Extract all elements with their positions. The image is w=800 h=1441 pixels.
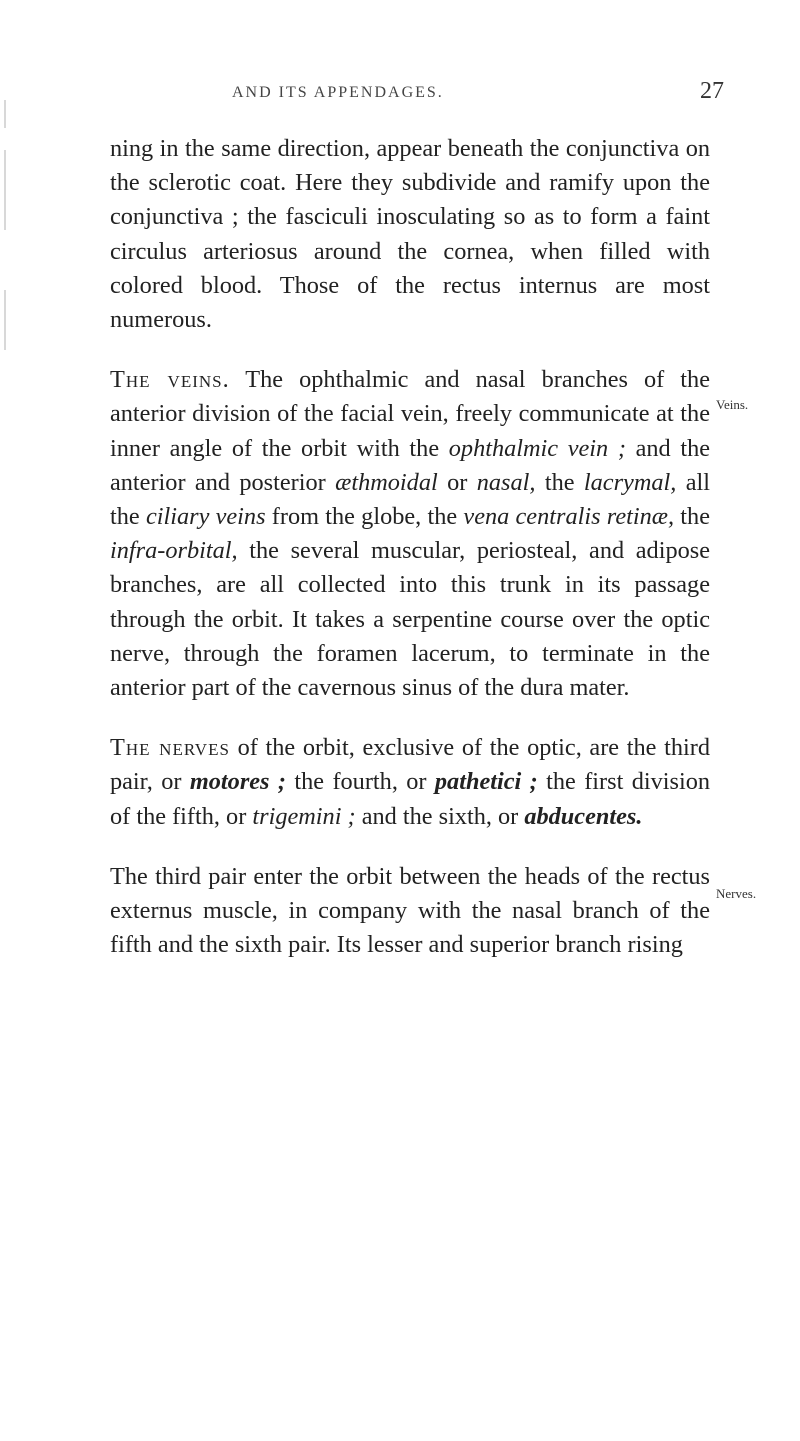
text-run: the <box>674 503 710 531</box>
italic-term: æthmoidal <box>335 468 438 496</box>
sidenote-veins: Veins. <box>716 397 749 412</box>
paragraph-veins <box>110 363 710 705</box>
gutter-mark <box>4 150 6 230</box>
italic-term: abducentes. <box>524 802 643 830</box>
italic-term: ophthalmic vein ; <box>448 434 626 462</box>
page-number: 27 <box>700 78 724 104</box>
text-run: from the globe, the <box>265 503 464 531</box>
text-run: and the sixth, or <box>355 802 525 830</box>
text-run: the fourth, or <box>286 768 435 796</box>
text-run: and the anterior and posterior <box>110 434 711 496</box>
text-run: or <box>437 468 477 496</box>
text-column <box>110 132 710 962</box>
italic-term: motores ; <box>189 768 286 796</box>
italic-term: ciliary veins <box>145 503 266 531</box>
sidenote-nerves: Nerves. <box>716 886 757 901</box>
running-head: AND ITS APPENDAGES. <box>232 84 444 101</box>
text-run: all the <box>110 468 710 531</box>
italic-term: vena centralis retinæ, <box>463 503 675 531</box>
section-lead-veins: The veins. <box>110 366 230 394</box>
paragraph-arteries-continued: ning in the same direction, appear beneath the conjunctiva on the sclerotic coat. Here they subdivide and ramify upon the conjunctiva ; the fasciculi inosculating so as to form a faint circulus arteriosus around the cornea, when filled with colored blood. Those of the rectus internus are most numerous. <box>110 135 710 334</box>
text-run: the first division of the fifth, or <box>110 768 711 830</box>
italic-term: lacrymal, <box>583 468 677 496</box>
italic-term: pathetici ; <box>434 768 538 796</box>
paragraph-nerves <box>110 731 710 834</box>
italic-term: trigemini ; <box>252 802 356 830</box>
paragraph-third-pair: The third pair enter the orbit between the heads of the rectus externus muscle, in company with the nasal branch of the fifth and the sixth pair. Its lesser and superior branch rising <box>110 862 710 959</box>
italic-term: infra-orbital, <box>110 537 238 565</box>
text-run: the <box>535 468 584 496</box>
page-header <box>0 78 800 112</box>
text-run: The ophthalmic and nasal branches of the anterior division of the facial vein, freely communicate at the inner angle of the orbit with the <box>110 366 710 462</box>
gutter-mark <box>4 290 6 350</box>
italic-term: nasal, <box>476 468 536 496</box>
text-run: the several muscular, periosteal, and adipose branches, are all collected into this trunk in its passage through the orbit. It takes a serpentine course over the optic nerve, through the foramen lacerum, to terminate in the anterior part of the cavernous sinus of the dura mater. <box>110 537 710 702</box>
section-lead-nerves: The nerves <box>110 734 230 762</box>
text-run: of the orbit, exclusive of the optic, are the third pair, or <box>110 734 710 796</box>
